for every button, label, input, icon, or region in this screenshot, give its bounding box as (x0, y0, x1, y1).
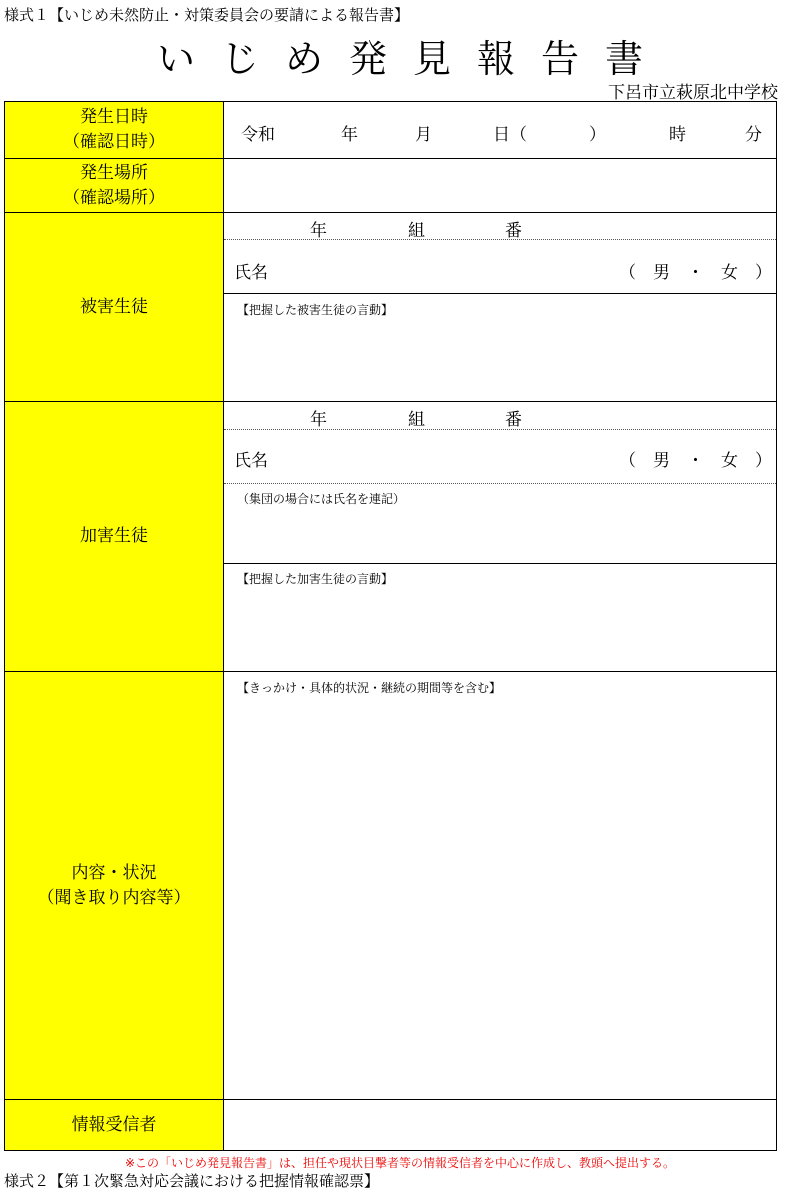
label-content-situation (5, 672, 224, 1099)
footer-note: ※この「いじめ発見報告書」は、担任や現状目撃者等の情報受信者を中心に作成し、教頭へ提出する。 (124, 1156, 676, 1170)
victim-behavior-note: 【把握した被害生徒の言動】 (237, 303, 394, 317)
label-information-receiver-text: 情報受信者 (71, 1114, 157, 1135)
label-victim-student-text: 被害生徒 (80, 296, 148, 317)
label-victim-student (5, 213, 224, 401)
offender-name-label: 氏名 (234, 451, 268, 471)
offender-behavior-note: 【把握した加害生徒の言動】 (237, 572, 394, 586)
year-label: 年 (341, 125, 358, 145)
offender-number: 番 (505, 410, 522, 430)
row-divider (224, 293, 776, 294)
dotted-divider (224, 239, 776, 240)
weekday-close: ） (589, 125, 606, 145)
offender-year: 年 (310, 410, 327, 430)
label-occurrence-datetime-text: 発生日時 (80, 107, 148, 128)
label-content-situation-text: 内容・状況 (71, 862, 157, 883)
report-form-table (4, 101, 777, 1151)
minute-label: 分 (745, 125, 762, 145)
victim-gender: （ 男 ・ 女 ） (619, 263, 772, 283)
document-title: いじめ発見報告書 (156, 37, 669, 81)
label-offender-student (5, 402, 224, 671)
label-offender-student-text: 加害生徒 (80, 526, 148, 547)
victim-number: 番 (505, 221, 522, 241)
era-label: 令和 (241, 125, 275, 145)
label-occurrence-place (5, 159, 224, 212)
dotted-divider (224, 429, 776, 430)
label-occurrence-place-text: 発生場所 (80, 162, 148, 183)
label-confirmation-place-text: （確認場所） (63, 187, 165, 208)
content-note: 【きっかけ・具体的状況・継続の期間等を含む】 (237, 681, 502, 695)
dotted-divider (224, 483, 776, 484)
victim-class: 組 (408, 221, 425, 241)
label-occurrence-datetime (5, 102, 224, 158)
day-label: 日（ (493, 125, 527, 145)
offender-group-note: （集団の場合には氏名を連記） (237, 492, 406, 506)
row-divider (224, 563, 776, 564)
form2-label: 様式２【第１次緊急対応会議における把握情報確認票】 (4, 1172, 380, 1190)
victim-year: 年 (310, 221, 327, 241)
form-label: 様式１【いじめ未然防止・対策委員会の要請による報告書】 (4, 6, 410, 24)
victim-name-label: 氏名 (234, 263, 268, 283)
hour-label: 時 (669, 125, 686, 145)
month-label: 月 (415, 125, 432, 145)
label-interview-content-text: （聞き取り内容等） (37, 887, 191, 908)
school-name: 下呂市立萩原北中学校 (608, 83, 778, 103)
offender-gender: （ 男 ・ 女 ） (619, 451, 772, 471)
label-confirmation-datetime-text: （確認日時） (63, 132, 165, 152)
offender-class: 組 (408, 410, 425, 430)
label-information-receiver (5, 1100, 224, 1150)
